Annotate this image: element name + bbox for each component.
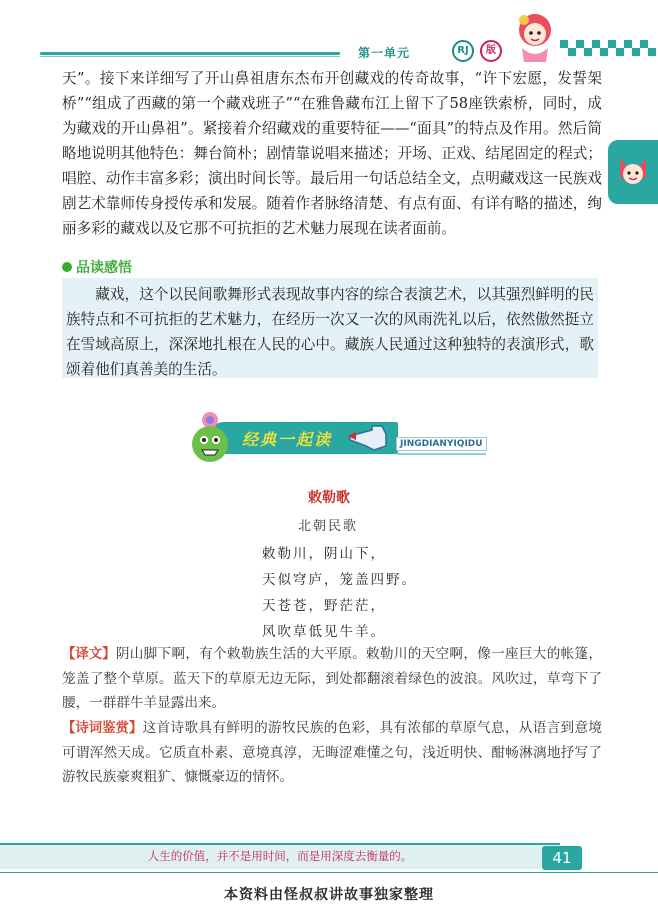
translation-text: 阴山脚下啊，有个敕勒族生活的大平原。敕勒川的天空啊，像一座巨大的帐篷，笼盖了整个草原。蓝天下的草原无边无际，到处都翻滚着绿色的波浪。风吹过，草弯下了腰，一群群牛羊显露出来。: [62, 646, 602, 711]
translation-block: [62, 642, 602, 715]
character-face-icon: [616, 152, 650, 190]
banner-subtitle: JINGDIANYIQIDU: [396, 437, 487, 451]
section-heading: [62, 257, 132, 277]
footer-rule: [0, 872, 658, 873]
unit-label: 第一单元: [358, 46, 411, 60]
checker-pattern: [560, 40, 656, 56]
mascot-girl-icon: [510, 8, 560, 62]
page-number: 41: [542, 846, 582, 870]
appraisal-text: 这首诗歌具有鲜明的游牧民族的色彩，具有浓郁的草原气息，从语言到意境可谓浑然天成。它质直朴素、意境真淳，无晦涩难懂之句，浅近明快、酣畅淋漓地抒写了游牧民族豪爽粗犷、慷慨豪迈的情怀。: [62, 720, 602, 785]
banner-title: 经典一起读: [242, 430, 333, 449]
poem-line: 天苍苍，野茫茫，: [262, 598, 386, 614]
poem-line: 天似穹庐，笼盖四野。: [262, 572, 417, 588]
footer-quote: 人生的价值，并不是用时间，而是用深度去衡量的。: [147, 849, 413, 863]
appraisal-tag: 【诗词鉴赏】: [62, 721, 143, 736]
section-heading-label: 品读感悟: [76, 260, 132, 276]
edition-badge-ban: 版: [480, 40, 502, 62]
poem-title: 敕勒歌: [308, 490, 350, 506]
appreciation-text: 藏戏，这个以民间歌舞形式表现故事内容的综合表演艺术，以其强烈鲜明的民族特点和不可抗拒的艺术魅力，在经历一次又一次的风雨洗礼以后，依然傲然挺立在雪域高原上，深深地扎根在人民的心中。藏族人民通过这种独特的表演形式，歌颂着他们真善美的生活。: [66, 286, 594, 378]
pointing-hand-icon: [346, 416, 392, 456]
poem-author: 北朝民歌: [298, 519, 359, 534]
bullet-dot-icon: [62, 262, 72, 272]
poem-line: 敕勒川，阴山下，: [262, 546, 386, 562]
header-rule: [40, 52, 340, 55]
reading-banner: [186, 410, 486, 466]
page-header: [0, 0, 658, 60]
appraisal-block: [62, 716, 602, 789]
edition-badge-rj: RJ: [452, 40, 474, 62]
credit-line: 本资料由怪叔叔讲故事独家整理: [224, 887, 434, 903]
green-monster-icon: [186, 410, 234, 466]
banner-underline: [396, 453, 486, 455]
translation-tag: 【译文】: [62, 647, 116, 662]
header-rule-thin: [40, 56, 340, 57]
analysis-paragraph: 天”。接下来详细写了开山鼻祖唐东杰布开创藏戏的传奇故事，“许下宏愿，发誓架桥”“组成了西藏的第一个藏戏班子”“在雅鲁藏布江上留下了58座铁索桥，同时，成为藏戏的开山鼻祖”。紧接着介绍藏戏的重要特征——“面具”的特点及作用。然后简略地说明其他特色：舞台简朴；剧情靠说唱来描述；开场、正戏、结尾固定的程式；唱腔、动作丰富多彩；演出时间长等。最后用一句话总结全文，点明藏戏这一民族戏剧艺术靠师传身授传承和发展。随着作者脉络清楚、有点有面、有详有略的描述，绚丽多彩的藏戏以及它那不可抗拒的艺术魅力展现在读者面前。: [62, 70, 602, 237]
poem-line: 风吹草低见牛羊。: [262, 624, 386, 640]
appreciation-box: [62, 278, 598, 378]
